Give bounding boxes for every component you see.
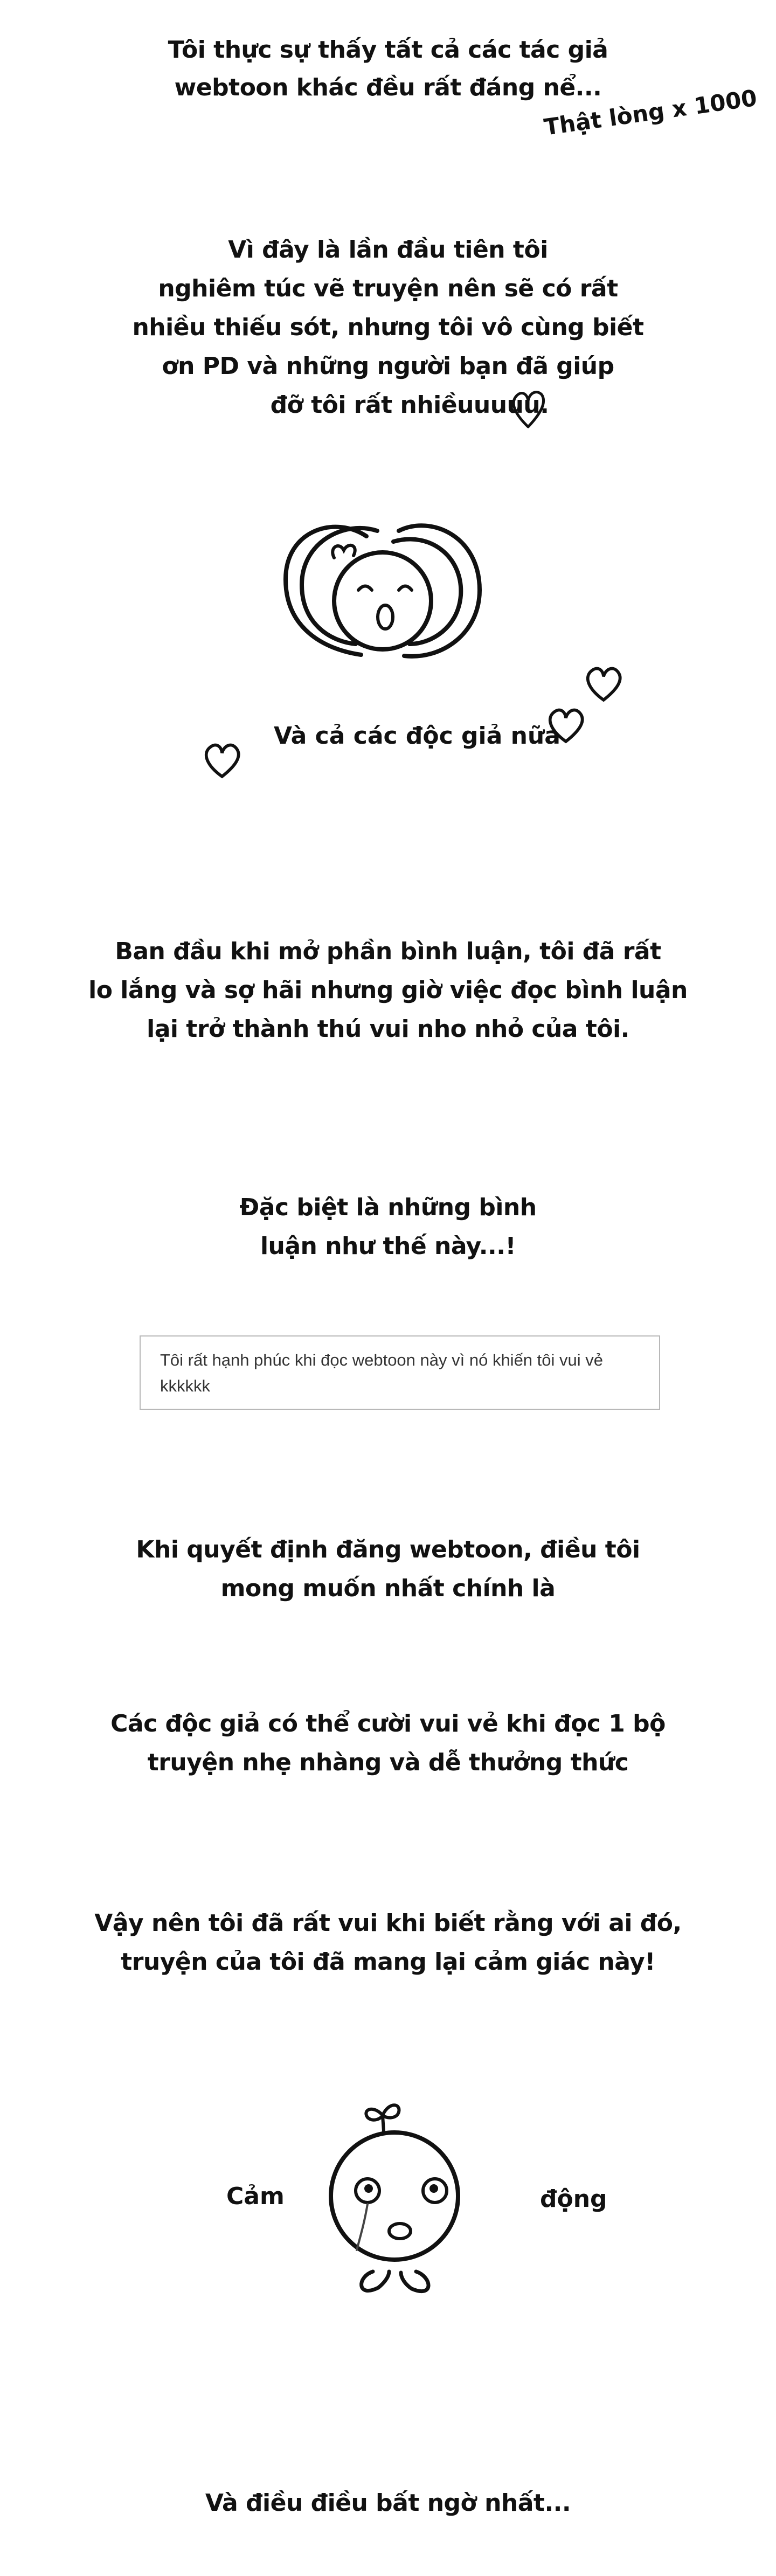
surprise-text bbox=[0, 2484, 776, 2522]
readers-smile-text bbox=[0, 1705, 776, 1782]
thanks-line-4: ơn PD và những người bạn đã giúp bbox=[162, 352, 614, 380]
thanks-line-1: Vì đây là lần đầu tiên tôi bbox=[228, 236, 548, 264]
intro-text bbox=[0, 31, 776, 107]
surprise-line-1: Và điều điều bất ngờ nhất... bbox=[205, 2489, 571, 2517]
intro-line-1: Tôi thực sự thấy tất cả các tác giả bbox=[168, 36, 608, 64]
wish-text bbox=[0, 1531, 776, 1608]
readers-smile-line-1: Các độc giả có thể cười vui vẻ khi đọc 1 bộ bbox=[110, 1710, 666, 1737]
heart-doodle-icon bbox=[200, 738, 244, 781]
comments-line-2: lo lắng và sợ hãi nhưng giờ việc đọc bình luận bbox=[88, 977, 688, 1004]
special-line-1: Đặc biệt là những bình bbox=[239, 1194, 537, 1221]
happy-line-1: Vậy nên tôi đã rất vui khi biết rằng với ai đó, bbox=[94, 1909, 682, 1937]
side-note: Thật lòng x 1000 bbox=[542, 84, 759, 141]
thanks-line-5: đỡ tôi rất nhiềuuuuu. bbox=[270, 391, 549, 419]
special-line-2: luận như thế này...! bbox=[260, 1232, 516, 1260]
comments-line-3: lại trở thành thú vui nho nhỏ của tôi. bbox=[147, 1015, 629, 1043]
happy-line-2: truyện của tôi đã mang lại cảm giác này! bbox=[121, 1948, 655, 1976]
heart-doodle-icon bbox=[509, 387, 547, 430]
character-crying-drawing bbox=[319, 2094, 475, 2304]
happy-text bbox=[0, 1904, 776, 1982]
moved-right-label: động bbox=[540, 2185, 607, 2213]
thanks-line-3: nhiều thiếu sót, nhưng tôi vô cùng biết bbox=[132, 314, 644, 341]
wish-line-1: Khi quyết định đăng webtoon, điều tôi bbox=[136, 1536, 640, 1563]
thanks-text bbox=[0, 231, 776, 425]
special-text bbox=[0, 1188, 776, 1266]
comments-line-1: Ban đầu khi mở phần bình luận, tôi đã rất bbox=[115, 938, 661, 965]
moved-left-label: Cảm bbox=[226, 2183, 285, 2210]
thanks-line-2: nghiêm túc vẽ truyện nên sẽ có rất bbox=[158, 275, 618, 302]
wish-line-2: mong muốn nhất chính là bbox=[220, 1575, 556, 1602]
comments-text bbox=[0, 932, 776, 1049]
readers-caption: Và cả các độc giả nữa bbox=[274, 722, 560, 750]
readers-smile-line-2: truyện nhẹ nhàng và dễ thưởng thức bbox=[147, 1749, 629, 1776]
character-hug-drawing bbox=[269, 515, 501, 693]
intro-line-2: webtoon khác đều rất đáng nể... bbox=[174, 74, 602, 101]
reader-comment-box bbox=[140, 1335, 660, 1410]
heart-doodle-icon bbox=[582, 662, 625, 705]
reader-comment-text: Tôi rất hạnh phúc khi đọc webtoon này vì nó khiến tôi vui vẻ kkkkkk bbox=[160, 1351, 603, 1395]
